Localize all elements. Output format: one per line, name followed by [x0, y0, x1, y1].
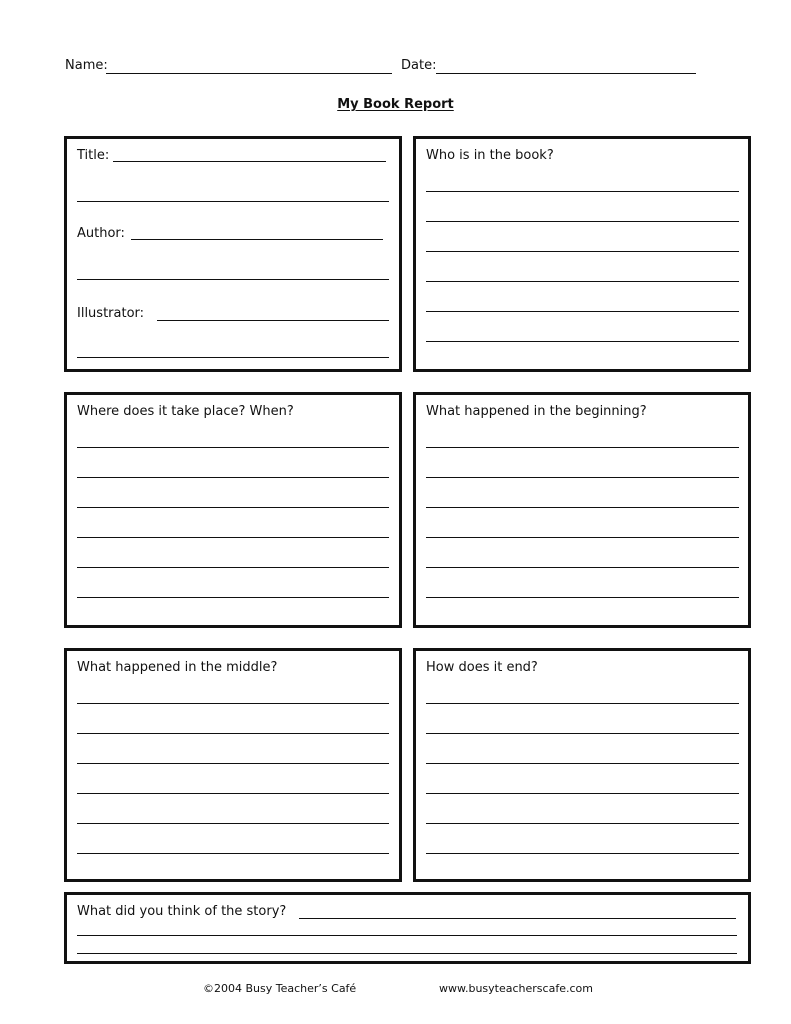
- ending-line[interactable]: [426, 733, 739, 734]
- ending-line[interactable]: [426, 853, 739, 854]
- ending-line[interactable]: [426, 823, 739, 824]
- characters-label: Who is in the book?: [426, 148, 554, 163]
- setting-label: Where does it take place? When?: [77, 404, 294, 419]
- setting-line[interactable]: [77, 537, 389, 538]
- date-line[interactable]: [436, 73, 696, 74]
- opinion-label: What did you think of the story?: [77, 904, 287, 919]
- opinion-box: [64, 892, 751, 964]
- ending-line[interactable]: [426, 703, 739, 704]
- middle-line[interactable]: [77, 793, 389, 794]
- title-line-2[interactable]: [77, 201, 389, 202]
- middle-line[interactable]: [77, 703, 389, 704]
- book-info-box: [64, 136, 402, 372]
- footer-copyright: ©2004 Busy Teacher’s Café: [203, 982, 357, 995]
- page-title: My Book Report: [337, 97, 454, 112]
- illustrator-line-2[interactable]: [77, 357, 389, 358]
- name-label: Name:: [65, 58, 108, 73]
- illustrator-label: Illustrator:: [77, 306, 145, 321]
- characters-line[interactable]: [426, 221, 739, 222]
- setting-line[interactable]: [77, 567, 389, 568]
- beginning-line[interactable]: [426, 507, 739, 508]
- characters-line[interactable]: [426, 191, 739, 192]
- opinion-line[interactable]: [299, 918, 736, 919]
- characters-line[interactable]: [426, 311, 739, 312]
- date-label: Date:: [401, 58, 437, 73]
- beginning-line[interactable]: [426, 597, 739, 598]
- footer-website[interactable]: www.busyteacherscafe.com: [439, 982, 593, 995]
- ending-box: [413, 648, 751, 882]
- middle-line[interactable]: [77, 853, 389, 854]
- middle-line[interactable]: [77, 763, 389, 764]
- beginning-line[interactable]: [426, 567, 739, 568]
- ending-label: How does it end?: [426, 660, 538, 675]
- setting-line[interactable]: [77, 447, 389, 448]
- setting-line[interactable]: [77, 477, 389, 478]
- opinion-line[interactable]: [77, 953, 737, 954]
- beginning-box: [413, 392, 751, 628]
- middle-box: [64, 648, 402, 882]
- characters-box: [413, 136, 751, 372]
- characters-line[interactable]: [426, 341, 739, 342]
- middle-line[interactable]: [77, 733, 389, 734]
- characters-line[interactable]: [426, 281, 739, 282]
- middle-label: What happened in the middle?: [77, 660, 278, 675]
- title-line[interactable]: [113, 161, 386, 162]
- header-row: [65, 58, 705, 80]
- ending-line[interactable]: [426, 793, 739, 794]
- setting-line[interactable]: [77, 507, 389, 508]
- name-line[interactable]: [106, 73, 392, 74]
- author-line[interactable]: [131, 239, 383, 240]
- beginning-line[interactable]: [426, 537, 739, 538]
- beginning-line[interactable]: [426, 447, 739, 448]
- author-label: Author:: [77, 226, 125, 241]
- ending-line[interactable]: [426, 763, 739, 764]
- opinion-line[interactable]: [77, 935, 737, 936]
- setting-line[interactable]: [77, 597, 389, 598]
- beginning-line[interactable]: [426, 477, 739, 478]
- setting-box: [64, 392, 402, 628]
- middle-line[interactable]: [77, 823, 389, 824]
- author-line-2[interactable]: [77, 279, 389, 280]
- characters-line[interactable]: [426, 251, 739, 252]
- title-label: Title:: [77, 148, 110, 163]
- beginning-label: What happened in the beginning?: [426, 404, 647, 419]
- illustrator-line[interactable]: [157, 320, 389, 321]
